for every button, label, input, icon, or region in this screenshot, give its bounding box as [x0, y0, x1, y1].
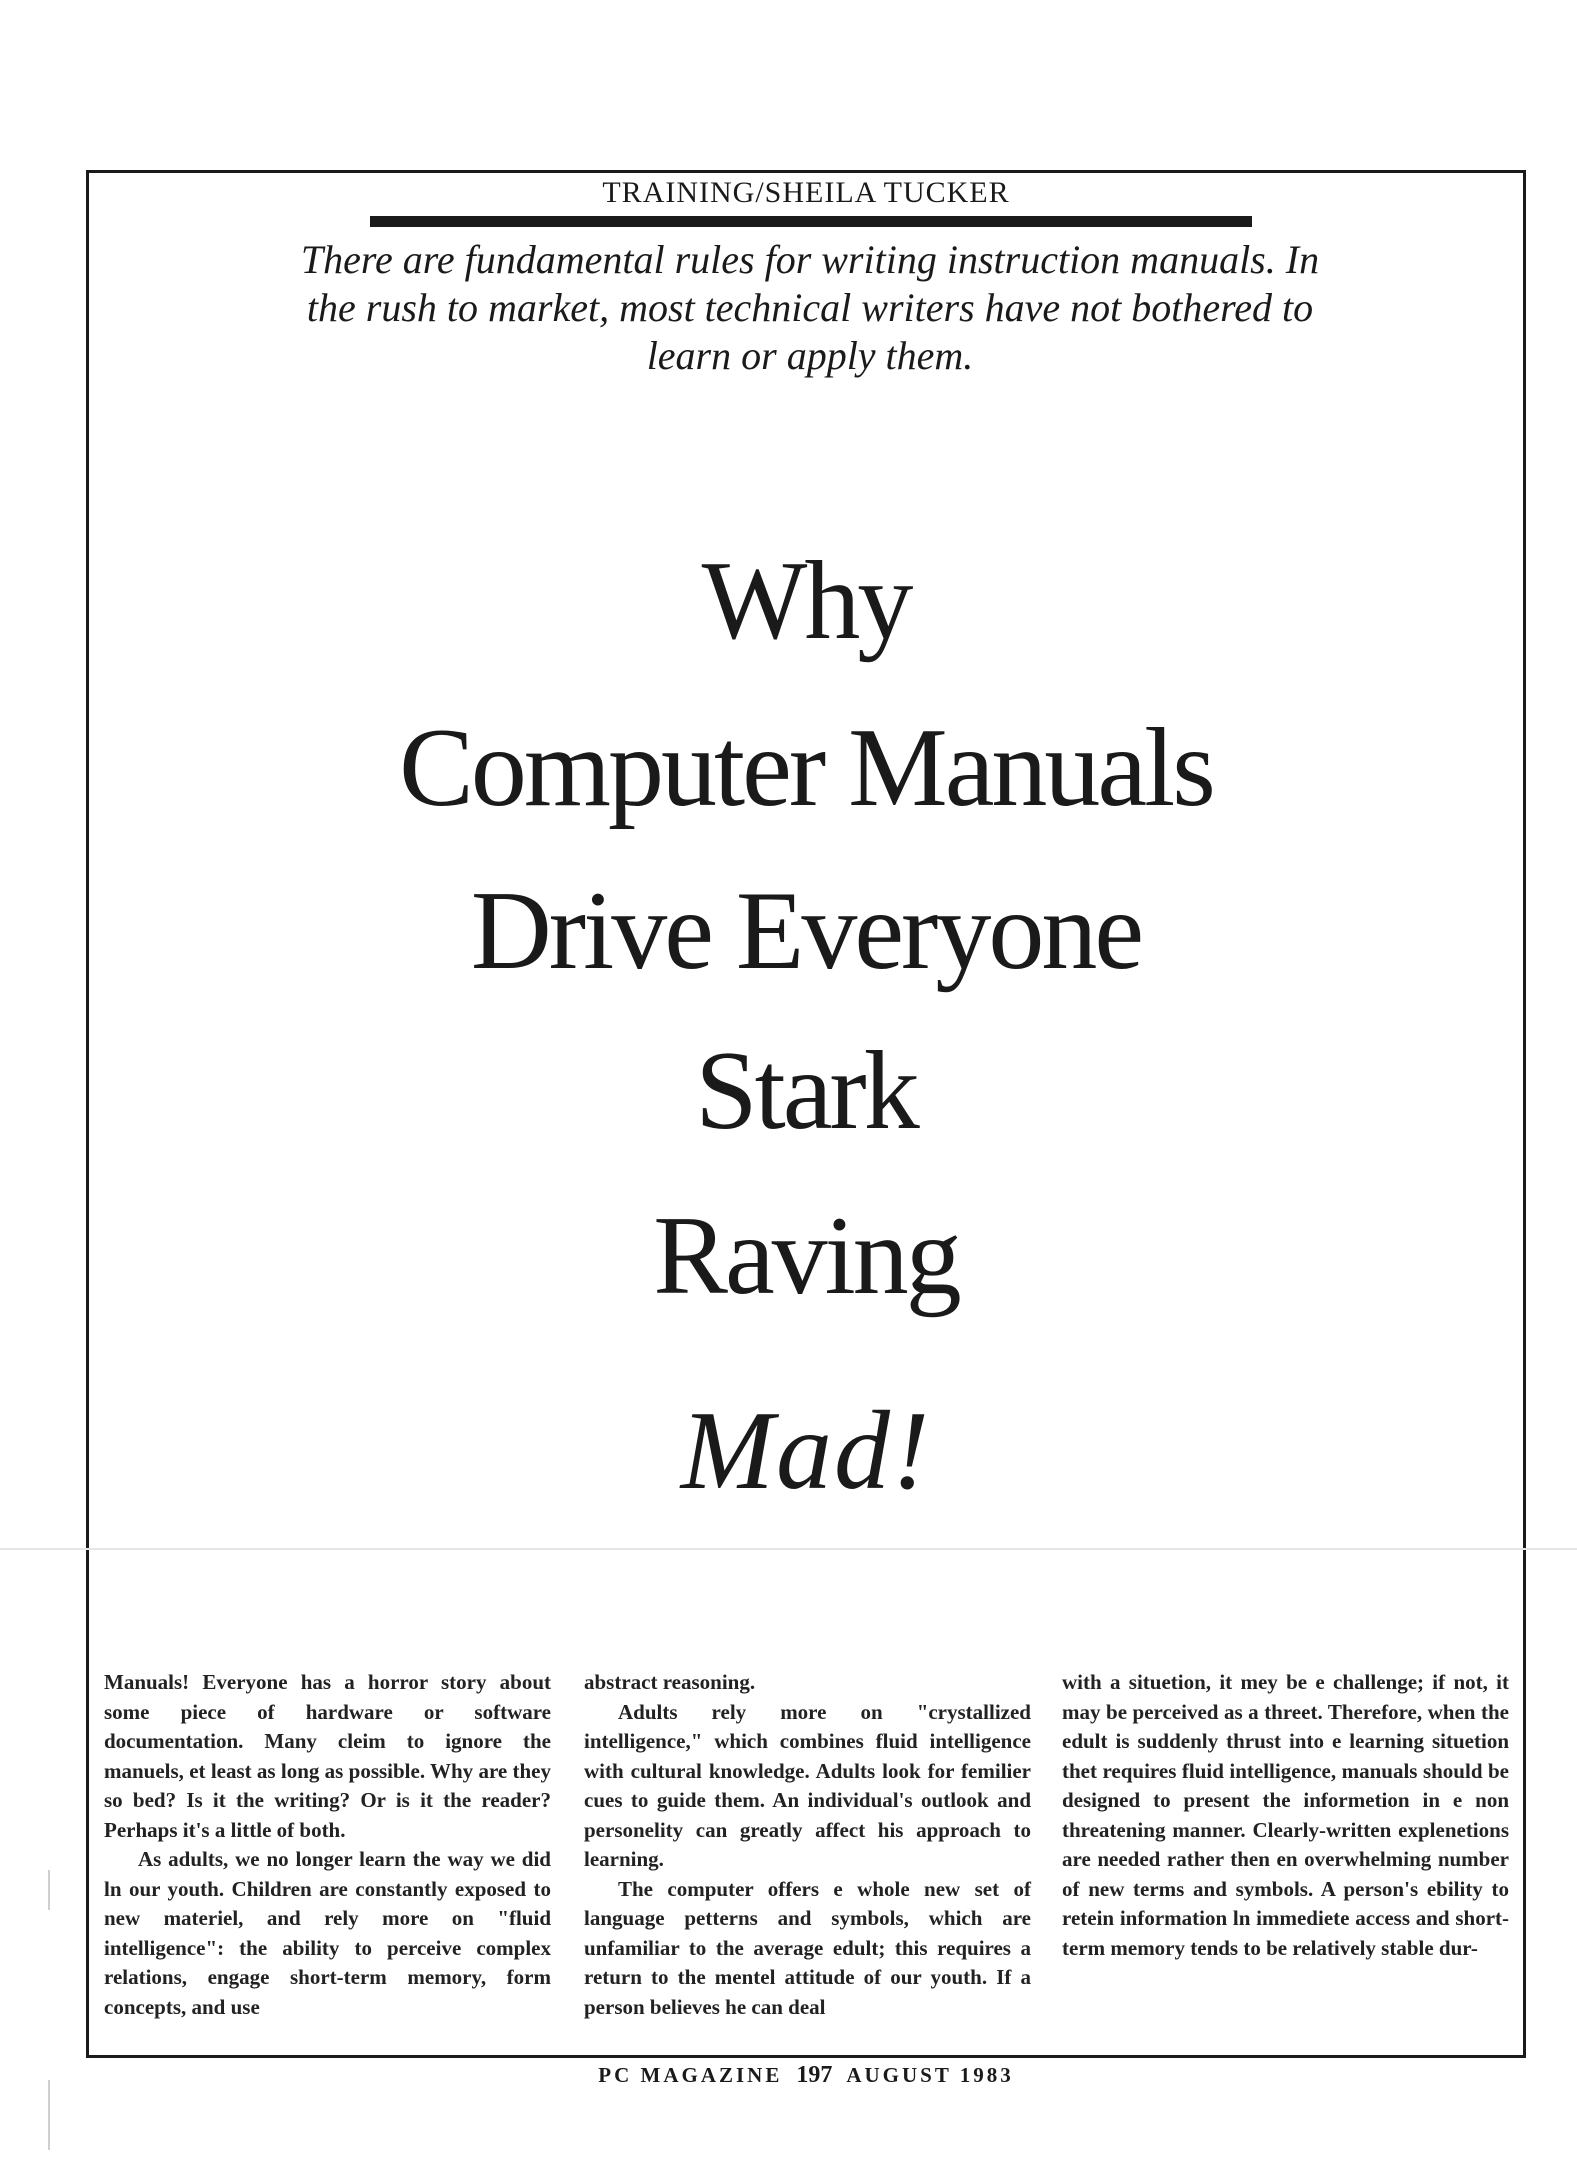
scan-margin-mark — [48, 1870, 50, 1910]
body-column-1 — [104, 1668, 551, 2022]
scan-fold-line — [0, 1548, 1577, 1550]
footer-magazine: PC MAGAZINE — [598, 2063, 783, 2087]
scan-margin-mark — [48, 2080, 50, 2150]
body-paragraph: abstract reasoning. — [584, 1670, 756, 1694]
body-paragraph: The computer offers e whole new set of language petterns and symbols, which are unfamiliar to the average edult; this requires a return to the mentel attitude of our youth. If a person believes he can deal — [584, 1876, 1031, 2019]
body-paragraph: As adults, we no longer learn the way we did ln our youth. Children are constantly exposed to new materiel, and rely more on "fluid intelligence": the ability to perceive complex relations, engage short-term memory, form concepts, and use — [104, 1847, 551, 2019]
headline-line-3: Drive Everyone — [470, 869, 1142, 993]
headline-line-2: Computer Manuals — [399, 706, 1213, 830]
headline-line-4: Stark — [695, 1029, 917, 1153]
body-column-3 — [1062, 1668, 1509, 1963]
body-paragraph: with a situetion, it mey be e challenge; if not, it may be perceived as a threet. Therefore, when the edult is suddenly thrust into e learning situetion thet requires fluid intelligence, manuals should be designed to present the informetion in e non threatening manner. Clearly-written explenetions are needed rather then en overwhelming number of new terms and symbols. A person's ebility to retein information ln immediete access and short-term memory tends to be relatively stable dur- — [1062, 1670, 1509, 1960]
page-footer — [86, 2062, 1526, 2089]
headline-line-5: Raving — [653, 1194, 959, 1318]
body-paragraph: Manuals! Everyone has a horror story about some piece of hardware or software documentation. Many cleim to ignore the manuels, et least as long as possible. Why are they so bed? Is it the writing? Or is it the reader? Perhaps it's a little of both. — [104, 1670, 551, 1842]
header-rule — [370, 216, 1252, 227]
footer-page-number: 197 — [796, 2062, 833, 2088]
body-column-2 — [584, 1668, 1031, 2022]
article-deck: There are fundamental rules for writing instruction manuals. In the rush to market, most technical writers have not bothered to learn or apply them. — [300, 237, 1320, 378]
headline-line-1: Why — [701, 539, 911, 663]
department-byline: TRAINING/SHEILA TUCKER — [602, 176, 1010, 209]
footer-date: AUGUST 1983 — [846, 2063, 1014, 2087]
headline-line-6: Mad! — [680, 1389, 932, 1513]
body-paragraph: Adults rely more on "crystallized intelligence," which combines fluid intelligence with cultural knowledge. Adults look for femilier cues to guide them. An individual's outlook and personelity can greatly affect his approach to learning. — [584, 1699, 1031, 1871]
